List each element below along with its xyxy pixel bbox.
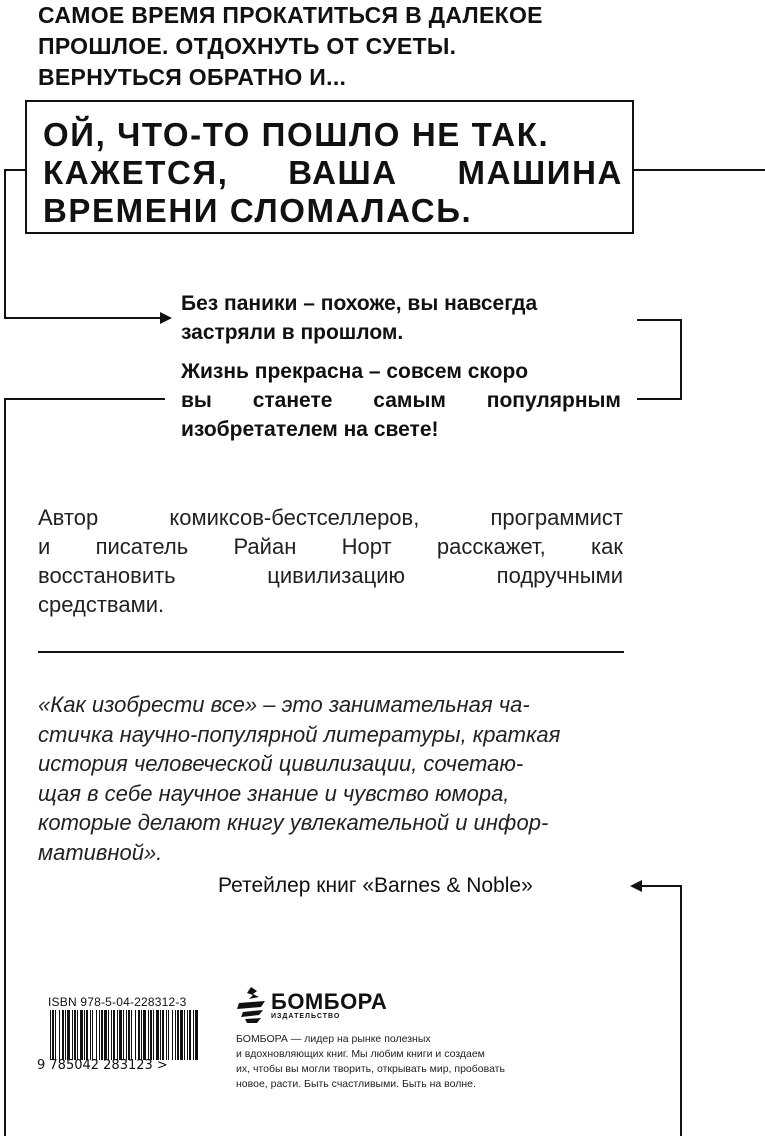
barcode-bar: [160, 1010, 161, 1060]
quote-line-3: история человеческой цивилизации, сочетаю-: [38, 751, 524, 776]
barcode-bar: [99, 1010, 100, 1060]
callout-2-line-1: Жизнь прекрасна – совсем скоро: [181, 360, 529, 383]
barcode-bar: [193, 1010, 194, 1060]
barcode-bar: [126, 1010, 127, 1060]
publisher-desc-line: БОМБОРА — лидер на рынке полезных: [236, 1033, 431, 1045]
headline-line-1: ОЙ, ЧТО-ТО ПОШЛО НЕ ТАК.: [43, 116, 550, 153]
headline-word: КАЖЕТСЯ,: [43, 154, 229, 191]
barcode-bar: [111, 1010, 112, 1060]
callout-1-line-2: застряли в прошлом.: [181, 321, 404, 344]
connector-right-bottom: [640, 886, 681, 1136]
barcode-bar: [72, 1010, 73, 1060]
author-word: комиксов-бестселлеров,: [169, 505, 420, 530]
author-paragraph: [38, 503, 623, 619]
barcode-bar: [96, 1010, 97, 1060]
publisher-desc-line: новое, расти. Быть счастливыми. Быть на волне.: [236, 1078, 476, 1090]
headline-word: ВАША: [288, 154, 398, 191]
quote-line-5: которые делают книгу увлекательной и инфор-: [38, 810, 549, 835]
barcode-bar: [65, 1010, 66, 1060]
barcode-bar: [92, 1010, 93, 1060]
connector-right-bracket: [637, 320, 681, 399]
barcode-bar: [184, 1010, 185, 1060]
barcode-bar: [156, 1010, 159, 1060]
barcode-bar: [86, 1010, 88, 1060]
barcode-bar: [108, 1010, 109, 1060]
author-line-2: [38, 532, 623, 561]
author-word: писатель: [95, 534, 189, 559]
barcode-bar: [187, 1010, 188, 1060]
barcode-bar: [62, 1010, 64, 1060]
intro-line-3: ВЕРНУТЬСЯ ОБРАТНО И...: [38, 64, 347, 90]
author-word: как: [590, 534, 623, 559]
barcode-bar: [55, 1010, 56, 1060]
barcode-bar: [177, 1010, 179, 1060]
barcode-bar: [138, 1010, 140, 1060]
barcode-bar: [195, 1010, 198, 1060]
barcode-bar: [131, 1010, 132, 1060]
barcode-bar: [162, 1010, 164, 1060]
publisher-description: [236, 1032, 546, 1092]
barcode-bar: [135, 1010, 136, 1060]
author-word: Автор: [38, 505, 99, 530]
headline-word: МАШИНА: [457, 154, 623, 191]
callout-2-line-3: изобретателем на свете!: [181, 418, 439, 441]
headline-line-3: ВРЕМЕНИ СЛОМАЛАСЬ.: [43, 192, 473, 229]
intro-line-1: САМОЕ ВРЕМЯ ПРОКАТИТЬСЯ В ДАЛЕКОЕ: [38, 2, 543, 28]
barcode-bar: [166, 1010, 167, 1060]
barcode-bar: [113, 1010, 115, 1060]
author-word: расскажет,: [436, 534, 546, 559]
author-word: восстановить: [38, 563, 176, 588]
arrow-right-icon: [160, 312, 172, 324]
intro-line-2: ПРОШЛОЕ. ОТДОХНУТЬ ОТ СУЕТЫ.: [38, 33, 457, 59]
barcode-bar: [119, 1010, 122, 1060]
barcode-bar: [74, 1010, 76, 1060]
publisher-emblem-icon: [235, 985, 269, 1025]
author-word: подручными: [496, 563, 623, 588]
callout-1-line-1: Без паники – похоже, вы навсегда: [181, 292, 538, 315]
barcode-bar: [52, 1010, 54, 1060]
barcode-bar: [172, 1010, 173, 1060]
quote-line-4: щая в себе научное знание и чувство юмора,: [38, 780, 510, 806]
quote-line-2: стичка научно-популярной литературы, краткая: [38, 721, 561, 747]
barcode-bar: [77, 1010, 78, 1060]
quote-line-6: мативной».: [38, 839, 163, 865]
barcode: [48, 1010, 198, 1062]
author-word: Райан: [233, 534, 297, 559]
author-word: и: [38, 534, 51, 559]
author-word: Норт: [341, 534, 392, 559]
connector-left-top: [5, 170, 165, 318]
barcode-bar: [117, 1010, 118, 1060]
barcode-bar: [104, 1010, 107, 1060]
barcode-bar: [50, 1010, 51, 1060]
arrow-left-icon: [630, 880, 642, 892]
barcode-bar: [175, 1010, 176, 1060]
barcode-bar: [168, 1010, 169, 1060]
callout-word: популярным: [486, 389, 621, 412]
callout-word: вы: [181, 389, 212, 412]
quote-line-1: «Как изобрести все» – это занимательная ча-: [38, 692, 530, 717]
barcode-bar: [80, 1010, 83, 1060]
barcode-bar: [143, 1010, 146, 1060]
callout-1: [181, 289, 621, 347]
publisher-desc-line: их, чтобы вы могли творить, открывать мир, пробовать: [236, 1063, 505, 1075]
callout-word: самым: [373, 389, 446, 412]
author-line-4: средствами.: [38, 592, 165, 617]
barcode-digits: 9 785042 283123 >: [37, 1058, 168, 1073]
callout-2: [181, 357, 621, 444]
callout-2-line-2: [181, 386, 621, 415]
publisher-desc-line: и вдохновляющих книг. Мы любим книги и создаем: [236, 1048, 485, 1060]
barcode-bar: [148, 1010, 149, 1060]
barcode-bar: [141, 1010, 142, 1060]
quote-attribution: Ретейлер книг «Barnes & Noble»: [218, 874, 533, 897]
barcode-bar: [90, 1010, 91, 1060]
callout-word: станете: [252, 389, 333, 412]
isbn-label: ISBN 978-5-04-228312-3: [48, 995, 187, 1009]
barcode-bar: [153, 1010, 154, 1060]
barcode-bar: [189, 1010, 191, 1060]
publisher-name: БОМБОРА: [271, 989, 388, 1014]
barcode-bar: [101, 1010, 103, 1060]
review-quote: [38, 690, 623, 867]
publisher-subtitle: ИЗДАТЕЛЬСТВО: [271, 1013, 341, 1020]
author-word: программист: [490, 505, 623, 530]
author-line-3: [38, 561, 623, 590]
barcode-bar: [123, 1010, 124, 1060]
author-word: цивилизацию: [267, 563, 406, 588]
barcode-bar: [67, 1010, 70, 1060]
barcode-bar: [84, 1010, 85, 1060]
barcode-bar: [59, 1010, 60, 1060]
barcode-bar: [180, 1010, 183, 1060]
barcode-bar: [150, 1010, 152, 1060]
barcode-bar: [128, 1010, 130, 1060]
author-line-1: [38, 503, 623, 532]
